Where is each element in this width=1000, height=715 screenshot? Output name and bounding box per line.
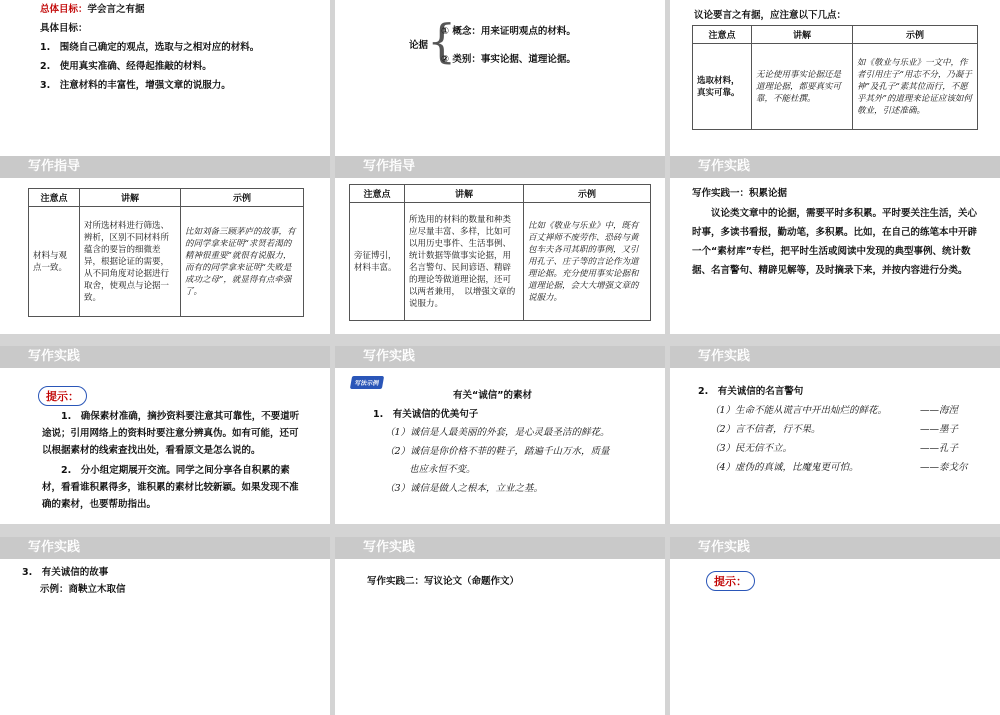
overall-goal-text: 学会言之有据 bbox=[87, 4, 145, 15]
evidence-concept: ① 概念：用来证明观点的材料。 bbox=[441, 26, 576, 37]
table-header: 注意点 bbox=[693, 26, 752, 44]
slide-integrity-sentences[interactable] bbox=[335, 346, 665, 524]
explain-cell: 无论使用事实论据还是道理论据，都要真实可靠，不能杜撰。 bbox=[752, 44, 853, 130]
quote-line: 也应永恒不变。 bbox=[409, 464, 476, 475]
section-heading: 1. 有关诚信的优美句子 bbox=[373, 409, 479, 420]
slide-tips[interactable] bbox=[0, 346, 330, 524]
practice-subtitle: 写作实践一：积累论据 bbox=[692, 188, 788, 199]
quote-text: （4）虚伪的真诚，比魔鬼更可怕。 bbox=[710, 462, 859, 473]
practice-text: 议论类文章中的论据，需要平时多积累。平时要关注生活，关心时事，多读书看报，勤动笔，多积累。比如，在自己的练笔本中开辟一个“素材库”专栏，把平时生活或阅读中发现的典型事例、统计数据、名言警句、精辟见解等，及时摘录下来，并按内容进行分类。 bbox=[692, 208, 978, 276]
quote-line: （2）诚信是你价格不菲的鞋子，踏遍千山万水，质量 bbox=[385, 446, 610, 457]
slide-practice-one[interactable] bbox=[670, 156, 1000, 334]
slide-header: 写作指导 bbox=[363, 159, 416, 174]
table-row bbox=[29, 207, 304, 317]
point-cell: 材料与观点一致。 bbox=[29, 207, 80, 317]
evidence-label: 论据 bbox=[409, 40, 429, 51]
quote-author: ——墨子 bbox=[920, 424, 959, 435]
slide-tips-2[interactable] bbox=[670, 537, 1000, 715]
writing-example-badge: 写法示例 bbox=[350, 376, 384, 389]
table-header: 示例 bbox=[853, 26, 978, 44]
overall-goal-label: 总体目标： bbox=[40, 4, 88, 15]
slide-integrity-quotes[interactable] bbox=[670, 346, 1000, 524]
table-header: 示例 bbox=[524, 185, 651, 203]
slide-header: 写作实践 bbox=[698, 540, 751, 555]
slide-guidance-rich[interactable] bbox=[335, 156, 665, 334]
explain-cell: 对所选材料进行筛选、辨析，区别不同材料所蕴含的要旨的细微差异，根据论证的需要，从不同角度对论据进行取舍，使观点与论据一致。 bbox=[80, 207, 181, 317]
slide-argument-evidence[interactable] bbox=[335, 0, 665, 174]
table-row bbox=[693, 44, 978, 130]
slide-header: 写作实践 bbox=[363, 540, 416, 555]
slide-intro: 议论要言之有据，应注意以下几点： bbox=[694, 10, 847, 21]
quote-author: ——孔子 bbox=[920, 443, 959, 454]
point-cell: 旁征博引，材料丰富。 bbox=[350, 203, 405, 321]
section-heading: 2. 有关诚信的名言警句 bbox=[698, 386, 804, 397]
quote-author: ——海涅 bbox=[920, 405, 959, 416]
tip-paragraph: 2. 分小组定期展开交流。同学之间分享各自积累的素材，看看谁积累得多，谁积累的素材比较新颖。如果发现不准确的素材，也要帮助指出。 bbox=[42, 465, 299, 510]
slide-header: 写作实践 bbox=[363, 349, 416, 364]
quote-line: （1）诚信是人最美丽的外套，是心灵最圣洁的鲜花。 bbox=[385, 427, 610, 438]
slide-header: 写作指导 bbox=[28, 159, 81, 174]
table-header: 讲解 bbox=[752, 26, 853, 44]
brace-icon: { bbox=[427, 14, 457, 68]
practice-subtitle: 写作实践二：写议论文（命题作文） bbox=[367, 576, 520, 587]
example-cell: 比如刘备三顾茅庐的故事，有的同学拿来证明“求贤若渴的精神很重要”就很有说服力，而有的同学拿来证明“失败是成功之母”，就显得有点牵强了。 bbox=[181, 207, 304, 317]
quote-text: （1）生命不能从谎言中开出灿烂的鲜花。 bbox=[710, 405, 888, 416]
slide-practice-two[interactable] bbox=[335, 537, 665, 715]
points-table bbox=[692, 25, 978, 130]
table-header: 注意点 bbox=[350, 185, 405, 203]
material-title: 有关“诚信”的素材 bbox=[453, 390, 532, 401]
guidance-table bbox=[28, 188, 304, 317]
slide-goals[interactable] bbox=[0, 0, 330, 174]
quote-line: （3）诚信是做人之根本，立业之基。 bbox=[385, 483, 544, 494]
tip-label: 提示： bbox=[38, 386, 87, 406]
example-cell: 如《敬业与乐业》一文中，作者引用庄子“用志不分，乃凝于神”及孔子“素其位而行，不愿乎其外”的道理来论证应该如何敬业，引述准确。 bbox=[853, 44, 978, 130]
slide-header: 写作实践 bbox=[28, 349, 81, 364]
table-header: 讲解 bbox=[80, 189, 181, 207]
quote-text: （3）民无信不立。 bbox=[710, 443, 793, 454]
slide-header: 写作实践 bbox=[698, 159, 751, 174]
goal-item: 3. 注意材料的丰富性，增强文章的说服力。 bbox=[40, 80, 231, 91]
point-cell: 选取材料，真实可靠。 bbox=[693, 44, 752, 130]
specific-goal-label: 具体目标： bbox=[40, 23, 88, 34]
goal-item: 2. 使用真实准确、经得起推敲的材料。 bbox=[40, 61, 212, 72]
table-row bbox=[350, 203, 651, 321]
table-header: 示例 bbox=[181, 189, 304, 207]
evidence-types: ② 类别：事实论据、道理论据。 bbox=[441, 54, 576, 65]
goal-item: 1. 围绕自己确定的观点，选取与之相对应的材料。 bbox=[40, 42, 260, 53]
slide-points-reliable[interactable] bbox=[670, 0, 1000, 174]
quote-text: （2）言不信者，行不果。 bbox=[710, 424, 821, 435]
table-header: 讲解 bbox=[405, 185, 524, 203]
quote-author: ——泰戈尔 bbox=[920, 462, 968, 473]
guidance-table bbox=[349, 184, 651, 321]
slide-integrity-story[interactable] bbox=[0, 537, 330, 715]
slide-header: 写作实践 bbox=[28, 540, 81, 555]
section-heading: 3. 有关诚信的故事 bbox=[22, 567, 109, 578]
slide-guidance-consistency[interactable] bbox=[0, 156, 330, 334]
tip-paragraph: 1. 确保素材准确，摘抄资料要注意其可靠性，不要道听途说；引用网络上的资料时要注意分辨真伪。如有可能，还可以根据素材的线索查找出处，看看原文是怎么说的。 bbox=[42, 411, 300, 456]
table-header: 注意点 bbox=[29, 189, 80, 207]
explain-cell: 所选用的材料的数量和种类应尽量丰富、多样，比如可以用历史事件、生活事例、统计数据等做事实论据，用名言警句、民间谚语、精辟的理论等做道理论据，还可以两者兼用， 以增强文章的说服力。 bbox=[405, 203, 524, 321]
example-cell: 比如《敬业与乐业》中，既有百丈禅师不废劳作、恐砖与黄包车夫各司其职的事例，又引用孔子、庄子等的言论作为道理论据。充分使用事实论据和道理论据，会大大增强文章的说服力。 bbox=[524, 203, 651, 321]
story-example: 示例：商鞅立木取信 bbox=[40, 584, 126, 595]
tip-label: 提示： bbox=[706, 571, 755, 591]
slide-header: 写作实践 bbox=[698, 349, 751, 364]
